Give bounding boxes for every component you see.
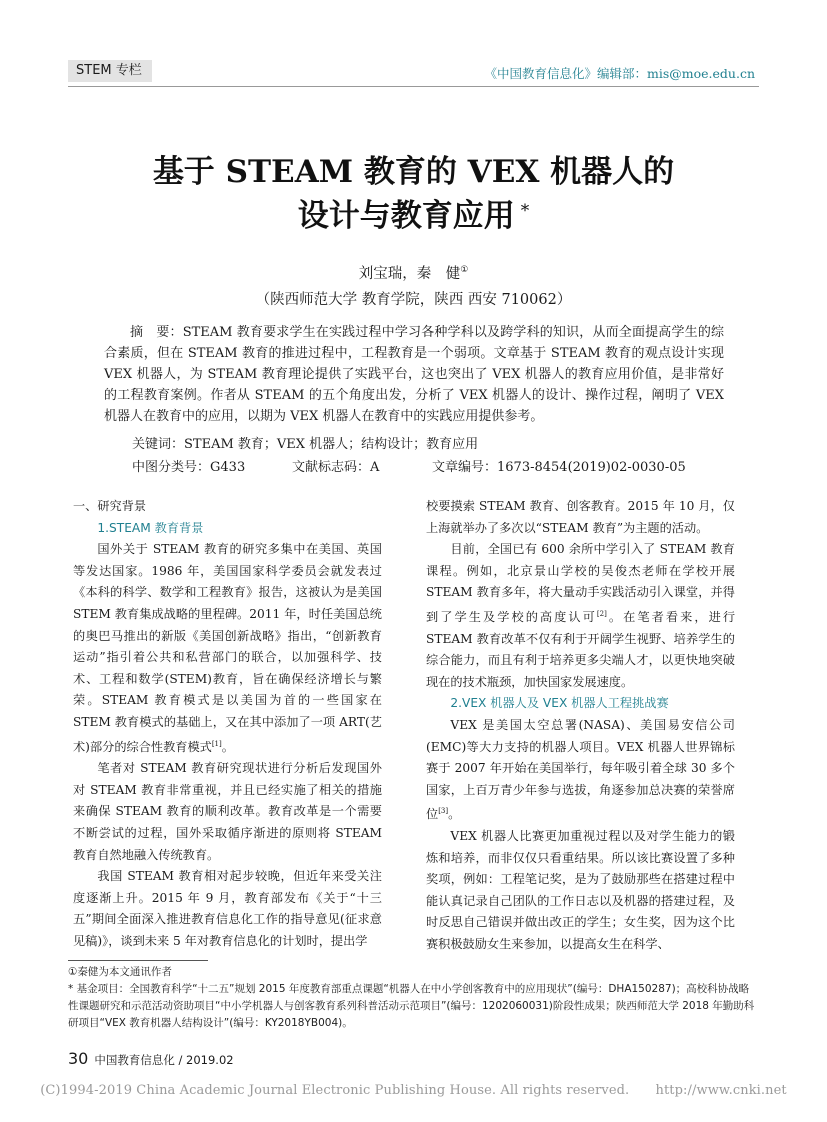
left-paragraph-1-end: 。 [221,739,234,754]
keywords-label: 关键词： [132,437,185,452]
column-tag: STEM 专栏 [68,60,152,82]
clc-label: 中图分类号： [132,460,211,475]
document-code [292,456,379,475]
author-affiliation: （陕西师范大学 教育学院，陕西 西安 710062） [255,292,572,308]
citation-1: [1] [211,739,222,748]
article-value: 1673-8454(2019)02-0030-05 [497,460,686,475]
article-number [432,456,686,475]
author-names: 刘宝瑞，秦 健 [358,266,461,282]
right-paragraph-3-text: VEX 是美国太空总署(NASA)、美国易安信公司(EMC)等大力支持的机器人项目。VEX 机器人世界锦标赛于 2007 年开始在美国举行，每年吸引着全球 30 多个国家，上百万青少年参与选拔，角逐参加总决赛的荣誉席位 [426,718,735,822]
abstract-label: 摘 要： [130,325,183,340]
page-footer [68,1049,234,1068]
doc-value: A [370,460,380,475]
subsection-heading-1: 1.STEAM 教育背景 [97,520,204,535]
title-funding-mark: * [520,201,530,221]
page-number: 30 [68,1049,89,1068]
citation-3: [3] [438,807,449,816]
header-rule [68,86,759,87]
footnotes [68,964,758,1032]
right-column [426,496,735,956]
abstract [104,322,724,427]
subsection-heading-2: 2.VEX 机器人及 VEX 机器人工程挑战赛 [450,696,669,711]
author-note-mark: ① [460,265,469,276]
title-line-1: 基于 STEAM 教育的 VEX 机器人的 [152,154,675,190]
journal-issue: 中国教育信息化 / 2019.02 [94,1053,234,1067]
abstract-text: STEAM 教育要求学生在实践过程中学习各种学科以及跨学科的知识，从而全面提高学生的综合素质，但在 STEAM 教育的推进过程中，工程教育是一个弱项。文章基于 STEAM 教育的观点设计实现 VEX 机器人，为 STEAM 教育理论提供了实践平台，这也突出了 VEX 机器人的教育应用价值，是非常好的工程教育案例。作者从 STEAM 的五个角度出发，分析了 VEX 机器人的设计、操作过程，阐明了 VEX 机器人在教育中的应用，以期为 VEX 机器人在教育中的实践应用提供参考。 [104,325,724,424]
right-paragraph-3-end: 。 [448,807,461,822]
clc-value: G433 [210,460,246,475]
left-column [73,496,382,953]
left-paragraph-3: 我国 STEAM 教育相对起步较晚，但近年来受关注度逐渐上升。2015 年 9 月，教育部发布《关于“十三五”期间全面深入推进教育信息化工作的指导意见(征求意见稿)》，谈到未来 5 年对教育信息化的计划时，提出学 [73,869,382,948]
citation-2: [2] [596,609,607,618]
footnote-rule [68,960,208,961]
left-paragraph-2: 笔者对 STEAM 教育研究现状进行分析后发现国外对 STEAM 教育非常重视，并且已经实施了相关的措施来确保 STEAM 教育的顺利改革。教育改革是一个需要不断尝试的过程，国外采取循序渐进的原则将 STEAM 教育自然地融入传统教育。 [73,761,382,862]
right-paragraph-2 [426,539,735,693]
journal-contact: 《中国教育信息化》编辑部：mis@moe.edu.cn [484,66,755,81]
keywords-text: STEAM 教育；VEX 机器人；结构设计；教育应用 [184,437,479,452]
right-paragraph-1: 校要摸索 STEAM 教育、创客教育。2015 年 10 月，仅上海就举办了多次以“STEAM 教育”为主题的活动。 [426,499,735,535]
footnote-funding: * 基金项目：全国教育科学“十二五”规划 2015 年度教育部重点课题“机器人在中小学创客教育中的应用现状”(编号：DHA150287)；高校科协战略性课题研究和示范活动资助项目“中小学机器人与创客教育系列科普活动示范项目”(编号：1202060031)阶段性成果；陕西师范大学 2018 年勤助科研项目“VEX 教育机器人结构设计”(编号：KY2018YB004)。 [68,983,755,1029]
clc-number [132,456,245,475]
keywords [132,433,478,452]
right-paragraph-4: VEX 机器人比赛更加重视过程以及对学生能力的锻炼和培养，而非仅仅只看重结果。所以该比赛设置了多种奖项，例如：工程笔记奖，是为了鼓励那些在搭建过程中能认真记录自己团队的工作日志以及机器的搭建过程，及时反思自己错误并做出改正的学生；女生奖，因为这个比赛积极鼓励女生来参加，以提高女生在科学、 [426,829,735,951]
right-paragraph-2-text: 目前，全国已有 600 余所中学引入了 STEAM 教育课程。例如，北京景山学校的吴俊杰老师在学校开展 STEAM 教育多年，将大量动手实践活动引入课堂，并得到了学生及学校的高度认可 [426,542,735,625]
title-line-2-text: 设计与教育应用 [297,198,515,234]
section-heading-1: 一、研究背景 [73,499,147,513]
title-line-2 [0,190,827,235]
article-label: 文章编号： [432,460,498,475]
left-paragraph-1 [73,539,382,758]
right-paragraph-2-end: 。在笔者看来，进行 STEAM 教育改革不仅有利于开阔学生视野、培养学生的综合能力，而且有利于培养更多尖端人才，以更快地突破现在的技术瓶颈，加快国家发展速度。 [426,610,736,689]
copyright-watermark: (C)1994-2019 China Academic Journal Electronic Publishing House. All rights reserved. http://www.cnki.net [40,1083,787,1098]
right-paragraph-3 [426,715,735,826]
left-paragraph-1-text: 国外关于 STEAM 教育的研究多集中在美国、英国等发达国家。1986 年，美国国家科学委员会就发表过《本科的科学、数学和工程教育》报告，这被认为是美国 STEM 教育集成战略的里程碑。2011 年，时任美国总统的奥巴马推出的新版《美国创新战略》指出，“创新教育运动”指引着公共和私营部门的联合，以加强科学、技术、工程和数学(STEM)教育，旨在确保经济增长与繁荣。STEAM 教育模式是以美国为首的一些国家在 STEM 教育模式的基础上，又在其中添加了一项 ART(艺术)部分的综合性教育模式 [73,542,382,754]
footnote-corresponding-author: ①秦健为本文通讯作者 [68,966,172,978]
author-list [0,262,827,283]
doc-label: 文献标志码： [292,460,371,475]
